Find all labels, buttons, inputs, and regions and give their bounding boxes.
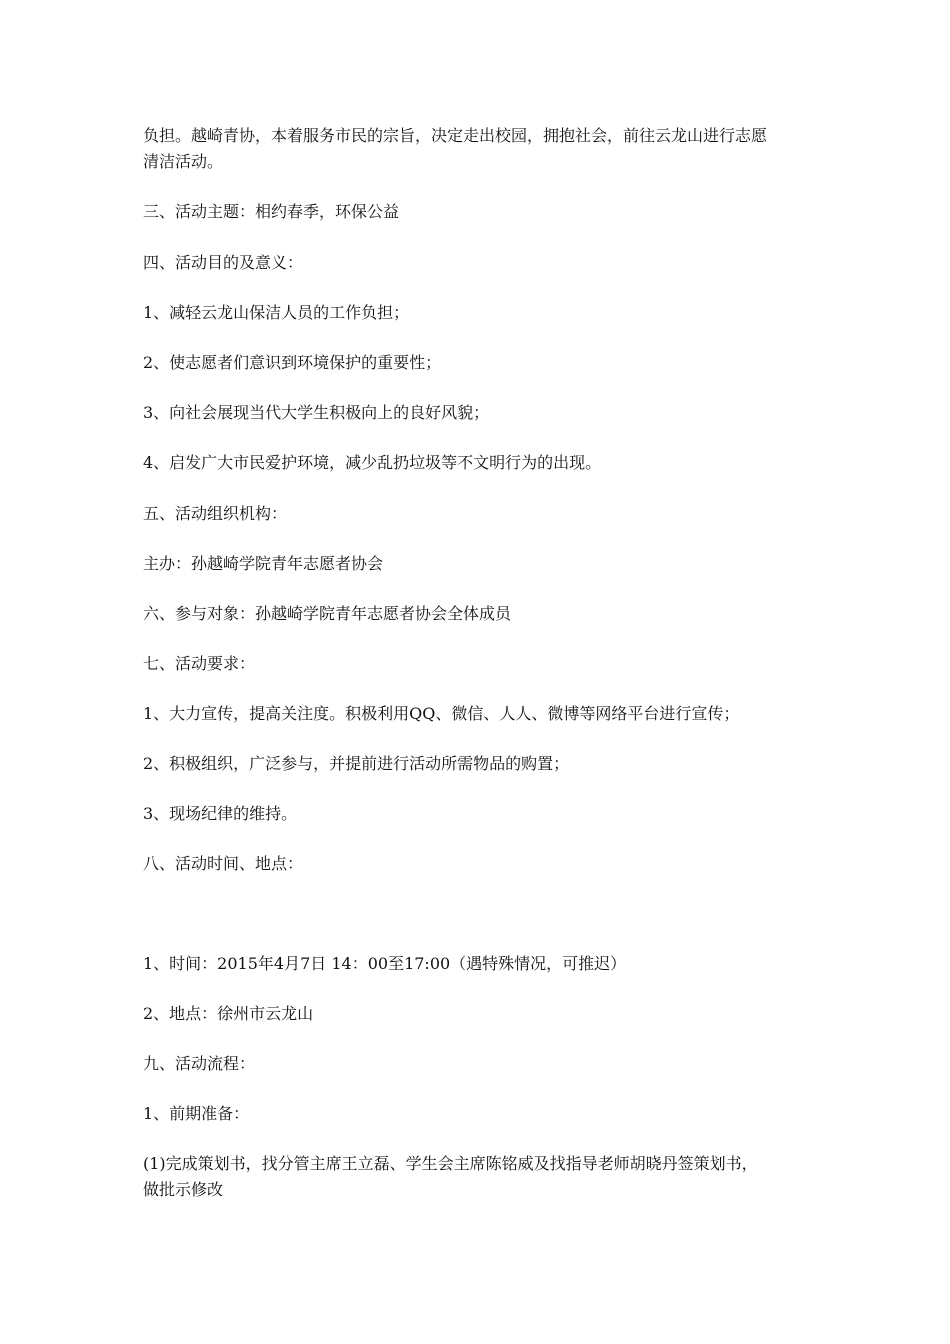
requirement-item-2: 2、积极组织，广泛参与，并提前进行活动所需物品的购置； <box>143 754 570 773</box>
requirement-item-3: 3、现场纪律的维持。 <box>143 804 298 823</box>
paragraph-intro-line-2: 清洁活动。 <box>143 152 224 171</box>
section-7-heading: 七、活动要求： <box>143 654 256 673</box>
section-3-theme: 三、活动主题：相约春季，环保公益 <box>143 202 400 221</box>
section-5-heading: 五、活动组织机构： <box>143 504 288 523</box>
process-step-1-item-line-2: 做批示修改 <box>143 1180 224 1199</box>
section-6-participants: 六、参与对象：孙越崎学院青年志愿者协会全体成员 <box>143 604 512 623</box>
requirement-item-1: 1、大力宣传，提高关注度。积极利用QQ、微信、人人、微博等网络平台进行宣传； <box>143 704 740 723</box>
process-step-1-heading: 1、前期准备： <box>143 1104 250 1123</box>
section-9-heading: 九、活动流程： <box>143 1054 256 1073</box>
purpose-item-1: 1、减轻云龙山保洁人员的工作负担； <box>143 303 410 322</box>
purpose-item-2: 2、使志愿者们意识到环境保护的重要性； <box>143 353 442 372</box>
paragraph-intro-line-1: 负担。越崎青协，本着服务市民的宗旨，决定走出校园，拥抱社会，前往云龙山进行志愿 <box>143 126 768 145</box>
purpose-item-3: 3、向社会展现当代大学生积极向上的良好风貌； <box>143 403 490 422</box>
section-4-heading: 四、活动目的及意义： <box>143 253 304 272</box>
location-line: 2、地点：徐州市云龙山 <box>143 1004 314 1023</box>
process-step-1-item-line-1: (1)完成策划书，找分管主席王立磊、学生会主席陈铭威及找指导老师胡晓丹签策划书， <box>143 1154 758 1173</box>
time-line: 1、时间：2015年4月7日 14：00至17:00（遇特殊情况，可推迟） <box>143 954 627 973</box>
purpose-item-4: 4、启发广大市民爱护环境，减少乱扔垃圾等不文明行为的出现。 <box>143 453 602 472</box>
organizer-line: 主办：孙越崎学院青年志愿者协会 <box>143 554 384 573</box>
section-8-heading: 八、活动时间、地点： <box>143 854 304 873</box>
